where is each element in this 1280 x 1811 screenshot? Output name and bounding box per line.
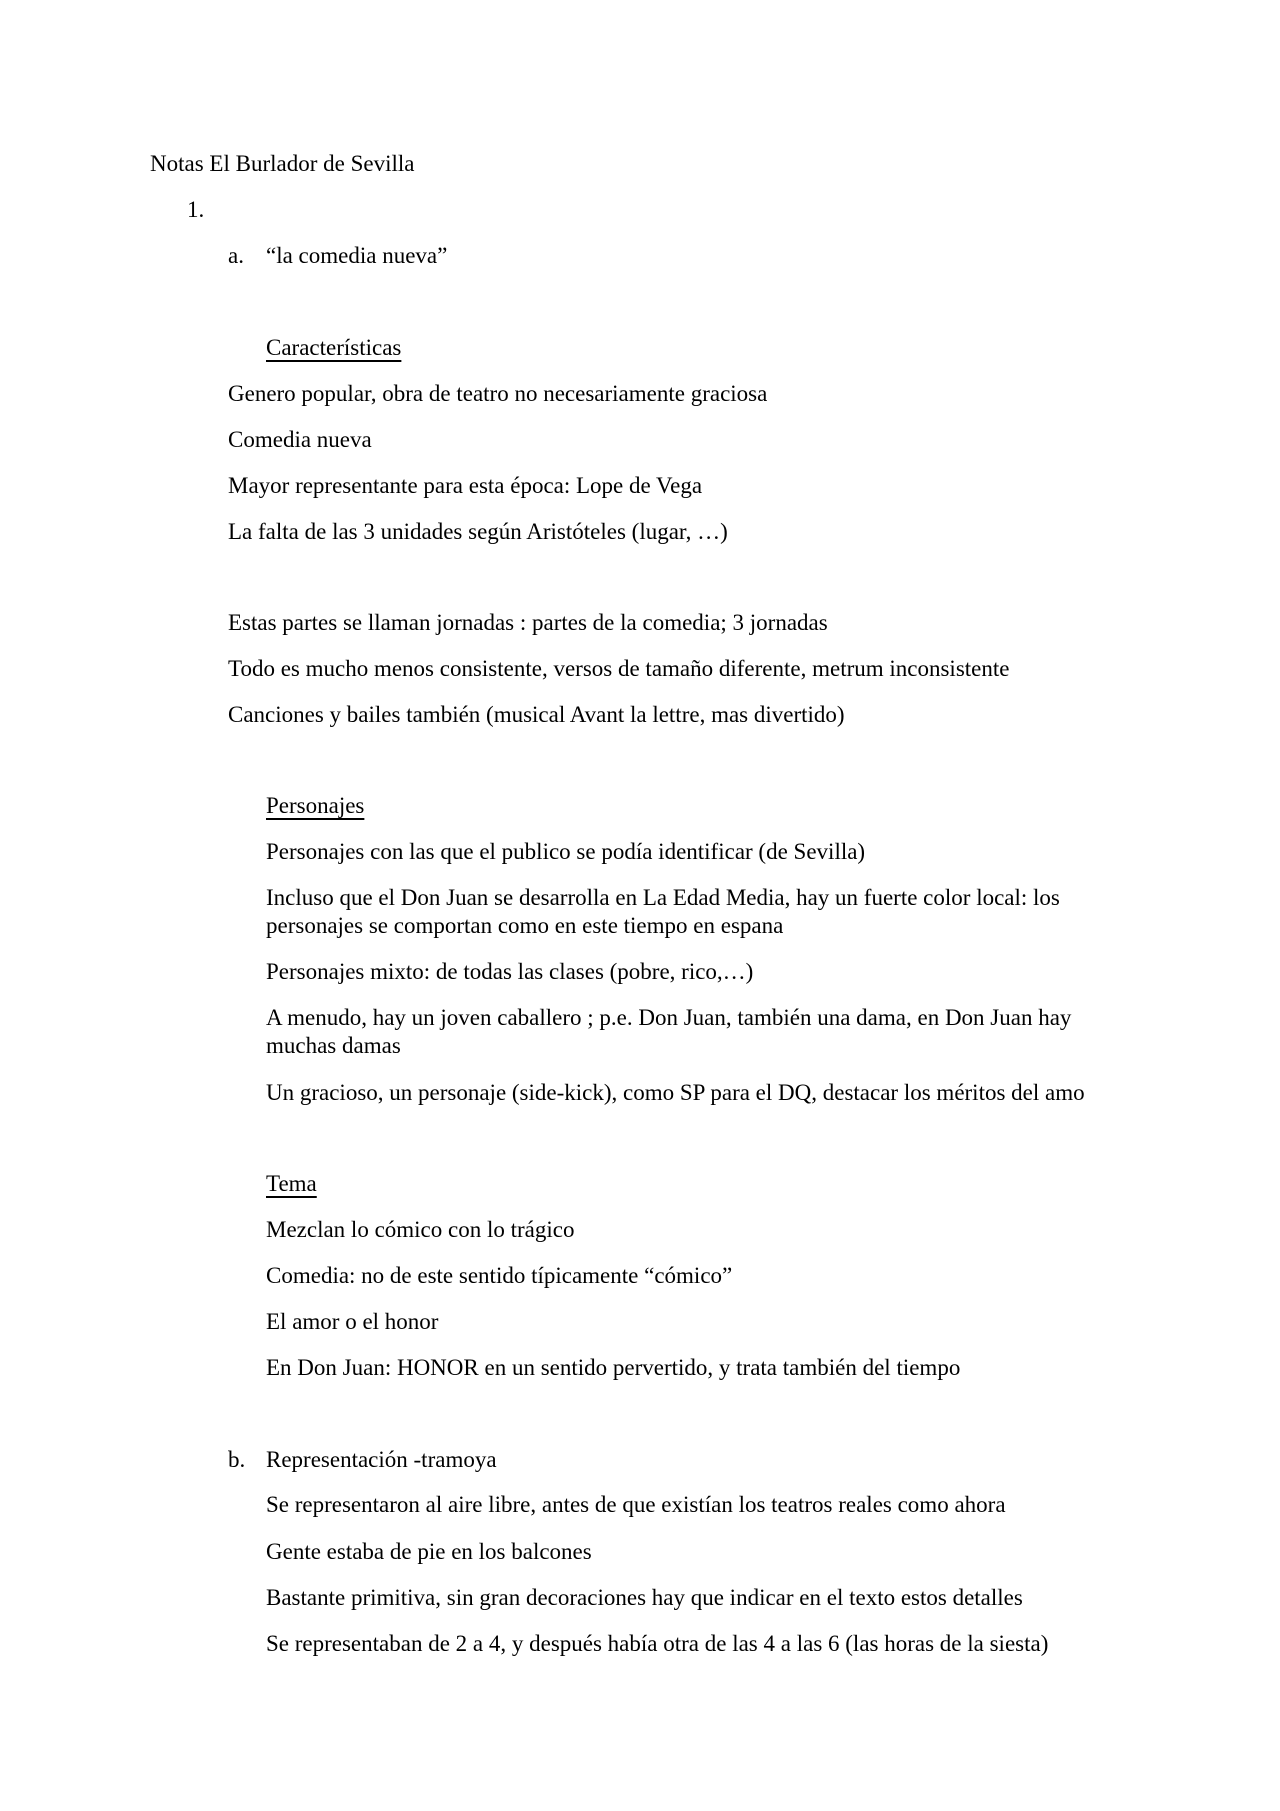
paragraph: A menudo, hay un joven caballero ; p.e. Don Juan, también una dama, en Don Juan hay (266, 1005, 1072, 1030)
paragraph: Genero popular, obra de teatro no necesariamente graciosa (228, 381, 768, 406)
paragraph: Comedia: no de este sentido típicamente “cómico” (266, 1263, 733, 1288)
paragraph: muchas damas (266, 1033, 401, 1058)
heading-personajes: Personajes (266, 793, 365, 818)
subsection-heading-comedia-nueva: “la comedia nueva” (266, 243, 448, 268)
paragraph: Se representaron al aire libre, antes de que existían los teatros reales como ahora (266, 1492, 1006, 1517)
document-title: Notas El Burlador de Sevilla (150, 151, 415, 176)
paragraph: Estas partes se llaman jornadas : partes de la comedia; 3 jornadas (228, 610, 828, 635)
subsection-heading-representacion: Representación -tramoya (266, 1447, 497, 1472)
heading-caracteristicas: Características (266, 335, 402, 360)
list-marker-b: b. (228, 1447, 246, 1472)
paragraph: Personajes mixto: de todas las clases (pobre, rico,…) (266, 959, 754, 984)
heading-tema: Tema (266, 1171, 317, 1196)
paragraph: En Don Juan: HONOR en un sentido pervertido, y trata también del tiempo (266, 1355, 961, 1380)
paragraph: Bastante primitiva, sin gran decoraciones hay que indicar en el texto estos detalles (266, 1585, 1023, 1610)
list-marker-a: a. (228, 243, 244, 268)
paragraph: La falta de las 3 unidades según Aristóteles (lugar, …) (228, 519, 728, 544)
list-number-1: 1. (187, 197, 205, 222)
paragraph: Canciones y bailes también (musical Avant la lettre, mas divertido) (228, 702, 845, 727)
paragraph: Personajes con las que el publico se podía identificar (de Sevilla) (266, 839, 866, 864)
paragraph: El amor o el honor (266, 1309, 439, 1334)
paragraph: Mayor representante para esta época: Lope de Vega (228, 473, 703, 498)
paragraph: Gente estaba de pie en los balcones (266, 1539, 592, 1564)
paragraph: Todo es mucho menos consistente, versos de tamaño diferente, metrum inconsistente (228, 656, 1010, 681)
paragraph: personajes se comportan como en este tiempo en espana (266, 913, 784, 938)
paragraph: Mezclan lo cómico con lo trágico (266, 1217, 575, 1242)
paragraph: Comedia nueva (228, 427, 372, 452)
paragraph: Incluso que el Don Juan se desarrolla en La Edad Media, hay un fuerte color local: los (266, 885, 1060, 910)
paragraph: Un gracioso, un personaje (side-kick), como SP para el DQ, destacar los méritos del amo (266, 1080, 1085, 1105)
paragraph: Se representaban de 2 a 4, y después había otra de las 4 a las 6 (las horas de la siesta) (266, 1631, 1049, 1656)
